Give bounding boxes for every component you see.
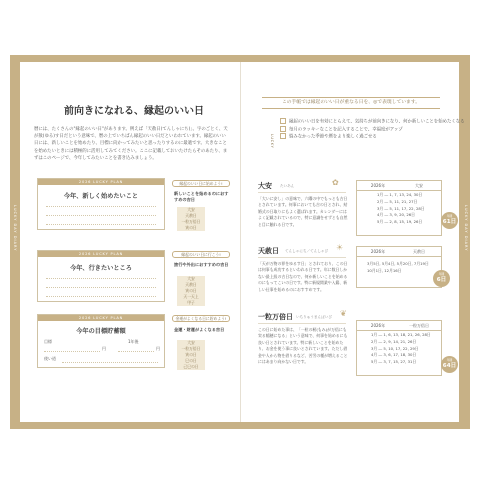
lucky-day-item: 大安	[177, 207, 205, 213]
calendar-row: 4月 ― 3, 9, 20, 26日	[377, 212, 415, 218]
lucky-day-tag: 縁起のいい日に始めよう!	[172, 180, 230, 187]
calendar-year: 2026年	[370, 183, 386, 188]
plan-box-label: 今年、新しく始めたいこと	[63, 193, 139, 200]
lucky-day-item: 寅の日	[177, 352, 205, 358]
calendar-row: 5月 ― 2, 8, 15, 19, 26日	[377, 219, 423, 225]
plan-box-label: 今年の目標貯蓄額	[76, 328, 126, 335]
lucky-day-item: 大安	[177, 340, 205, 346]
calendar-row: 3月 ― 5, 11, 17, 22, 28日	[377, 205, 425, 211]
lucky-day-tag: 縁起のいい日に行こう!	[172, 251, 230, 258]
section-reading: いちりゅうまんばいび	[296, 315, 332, 319]
section-title-ichiryumanbaibi: 一粒万倍日	[258, 313, 293, 321]
page-title: 前向きになれる、縁起のいい日	[64, 106, 204, 117]
days-count-badge: 年間 6日	[433, 270, 450, 287]
section-body: この日に始めた事は、「一粒の籾(もみ)が万倍にも実る稲穂になる」という意味で、何事を始めるにも良い日とされています。特に新しいことを始めたり、お金を使う事に良いとされています。ただし借金や人から物を借りるなど、苦労の種が増えることにはあまり向かない日です。	[258, 327, 348, 365]
section-reading: てんしゃにち／てんしゃび	[285, 249, 329, 253]
lucky-day-list	[177, 340, 205, 370]
lucky-day-item: 天赦日	[177, 282, 205, 288]
lucky-day-item: 天赦日	[177, 213, 205, 219]
savings-period-label: 1年後	[128, 339, 139, 344]
calendar-row: 3月5日, 5月4日, 5月20日, 7月19日	[367, 261, 429, 266]
plan-box-label: 今年、行きたいところ	[70, 265, 132, 272]
intro-paragraph: 暦には、たくさんの"縁起のいい日"があります。例えば「天赦日(てんしゃにち)」。字のごとく、天が赦(ゆる)す日だという意味で、暦の上でいちばん縁起のいい日だといわれています。縁起のいい日には、新しいことを始めたり、目標に向かってみたいと思ったりするのに最適です。大きなことを始めたいときには積極的に活用してみてください。ここに記載しておいたけたらそのあたり、まずはこのページで、今年してみたいことを書き込みましょう。	[34, 127, 228, 161]
plan-box-header: 2026 LUCKY PLAN	[38, 315, 164, 321]
sun-icon: ✿	[332, 178, 339, 187]
feature-bullet: 毎月のラッキーなことを記入することで、幸福度がアップ	[280, 126, 440, 134]
feature-bullet: 縁起のいい日を有効にとらえて、気持ちが前向きになり、何か新しいことを始めたくなる	[280, 118, 440, 126]
lucky-day-list	[177, 276, 205, 306]
lucky-day-item: 寅の日	[177, 225, 205, 231]
info-banner: この手帳では縁起のいい日が重なる日を、◎で表現しています。	[262, 97, 440, 109]
lucky-day-subtitle: 旅行や外出におすすめの吉日	[174, 262, 229, 267]
calendar-row: 2月 ― 5, 11, 21, 27日	[377, 198, 418, 204]
section-title-tenshanichi: 天赦日	[258, 247, 279, 255]
calendar-row: 4月 ― 3, 6, 17, 18, 30日	[371, 352, 417, 358]
calendar-day-type: 一粒万倍日	[409, 323, 429, 328]
days-count-badge: 年間 61日	[441, 212, 458, 229]
lucky-day-list	[177, 207, 205, 231]
lucky-day-item: 巳の日	[177, 358, 205, 364]
lucky-day-subtitle: 新しいことを始めるのにおすすめの吉日	[174, 191, 229, 203]
lucky-side-tab: LUCKY	[270, 134, 274, 149]
calendar-year: 2026年	[370, 249, 386, 254]
lucky-day-item: 一粒万倍日	[177, 346, 205, 352]
yen-unit-label: 円	[156, 346, 160, 351]
lucky-day-subtitle: 金運・財運がよくなる吉日	[174, 327, 225, 332]
calendar-day-type: 天赦日	[413, 249, 425, 254]
calendar-row: 1月 ― 1, 7, 13, 24, 30日	[377, 192, 423, 197]
calendar-year: 2026年	[370, 323, 386, 328]
section-reading: たいあん	[280, 184, 295, 188]
calendar-row: 5月 ― 3, 7, 15, 27, 31日	[371, 359, 417, 365]
lucky-day-item: 大安	[177, 276, 205, 282]
sunrise-icon: ☀	[336, 243, 344, 252]
watermark-logo: LOUPE STUDIO	[333, 386, 437, 399]
lucky-day-item: 甲子	[177, 300, 205, 306]
page-spine	[240, 62, 241, 422]
calendar-box-taian	[356, 180, 442, 236]
cover-spine-text-right: LUCKY DAY DIARY	[464, 205, 468, 252]
lucky-day-item: 己巳の日	[177, 364, 205, 370]
calendar-row: 3月 ― 5, 10, 17, 22, 29日	[371, 345, 419, 351]
lucky-day-item: 天一天上	[177, 294, 205, 300]
checkbox-icon	[280, 118, 286, 124]
feature-bullet-list	[280, 118, 465, 158]
calendar-row: 10月1日, 12月16日	[367, 267, 402, 273]
checkbox-icon	[280, 133, 286, 139]
plan-box-header: 2026 LUCKY PLAN	[38, 179, 164, 185]
plan-box-savings	[37, 314, 165, 368]
sprout-icon: ❦	[340, 309, 347, 318]
lucky-day-item: 寅の日	[177, 288, 205, 294]
cover-spine-text-left: LUCKY DAY DIARY	[13, 205, 17, 252]
feature-bullet: 悩みなかった季節や暦をより楽しく過ごせる	[280, 133, 440, 141]
section-title-taian: 大安	[258, 182, 272, 190]
calendar-box-ichiryumanbaibi	[356, 320, 442, 376]
calendar-row: 1月 ― 1, 6, 13, 18, 21, 26, 28日	[371, 332, 431, 337]
savings-use-label: 使い道	[44, 356, 56, 361]
checkbox-icon	[280, 126, 286, 132]
section-body: 「天が万物の罪をゆるす日」とされており、この日は何事も成功するといわれる日です。年に数日しかない最上級の吉日なので、何か新しいことを始めるのにもってこいの日です。特に新規開業や入籍、新しい仕事を始めるのにおすすめです。	[258, 261, 348, 292]
calendar-box-tenshanichi	[356, 246, 442, 288]
plan-box-header: 2026 LUCKY PLAN	[38, 251, 164, 257]
lucky-day-item: 一粒万倍日	[177, 219, 205, 225]
plan-box-new-things	[37, 178, 165, 230]
plan-box-places	[37, 250, 165, 302]
savings-goal-label: 目標	[44, 339, 52, 344]
calendar-row: 2月 ― 2, 9, 14, 21, 26日	[371, 338, 417, 344]
days-count-badge: 年間 64日	[441, 356, 458, 373]
lucky-day-tag: 金運がよくなる日に貯めよう!	[172, 315, 230, 322]
calendar-day-type: 大安	[415, 183, 423, 188]
yen-unit-label: 円	[102, 346, 106, 351]
section-body: 「大いに安し」の意味で、六曜の中でもっとも吉日とされています。何事においても吉の日とされ、結婚式の日取りにもよく選ばれます。カレンダーにはよく記載されているので、特に意識をせずとも自然と目に触れる日です。	[258, 196, 348, 227]
